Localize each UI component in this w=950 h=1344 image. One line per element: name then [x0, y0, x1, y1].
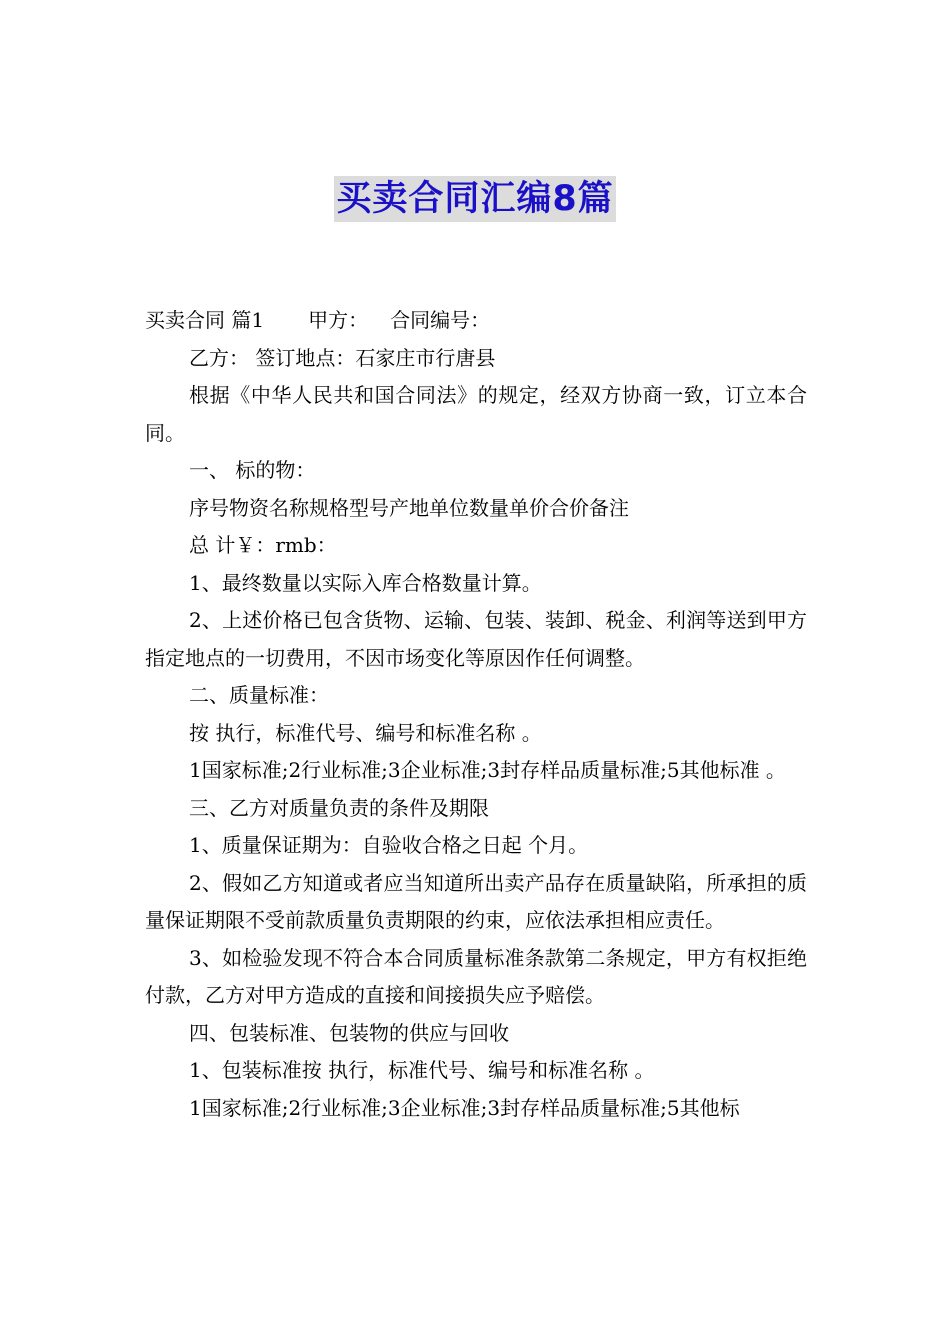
first-line: [145, 302, 807, 340]
section-heading: 二、质量标准：: [189, 683, 329, 707]
document-body: [145, 302, 807, 1127]
paragraph: 总 计￥：rmb：: [189, 533, 337, 557]
section-heading: 一、 标的物：: [189, 458, 316, 482]
paragraph: 3、如检验发现不符合本合同质量标准条款第二条规定，甲方有权拒绝付款，乙方对甲方造成的直接和间接损失应予赔偿。: [145, 945, 807, 1007]
party-a-label: 甲方：: [308, 308, 369, 332]
document-title: 买卖合同汇编8篇: [334, 176, 615, 222]
paragraph: 乙方： 签订地点：石家庄市行唐县: [189, 345, 496, 370]
paragraph: 1国家标准;2行业标准;3企业标准;3封存样品质量标准;5其他标: [189, 1095, 740, 1120]
paragraph: 根据《中华人民共和国合同法》的规定，经双方协商一致，订立本合同。: [145, 383, 807, 445]
paragraph: 1、质量保证期为：自验收合格之日起 个月。: [189, 833, 589, 857]
contract-heading: 买卖合同 篇1: [145, 308, 265, 332]
paragraph: 按 执行，标准代号、编号和标准名称 。: [189, 720, 542, 745]
paragraph: 1、包装标准按 执行，标准代号、编号和标准名称 。: [189, 1058, 655, 1082]
contract-number-label: 合同编号：: [390, 308, 491, 332]
paragraph: 1、最终数量以实际入库合格数量计算。: [189, 570, 542, 595]
paragraph: 序号物资名称规格型号产地单位数量单价合价备注: [189, 495, 629, 520]
section-heading: 三、乙方对质量负责的条件及期限: [189, 795, 489, 820]
paragraph: 2、假如乙方知道或者应当知道所出卖产品存在质量缺陷，所承担的质量保证期限不受前款质量负责期限的约束，应依法承担相应责任。: [145, 870, 807, 932]
title-block: [0, 176, 950, 222]
paragraph: 2、上述价格已包含货物、运输、包装、装卸、税金、利润等送到甲方指定地点的一切费用，不因市场变化等原因作任何调整。: [145, 608, 807, 670]
section-heading: 四、包装标准、包装物的供应与回收: [189, 1020, 509, 1045]
paragraph: 1国家标准;2行业标准;3企业标准;3封存样品质量标准;5其他标准 。: [189, 758, 786, 782]
